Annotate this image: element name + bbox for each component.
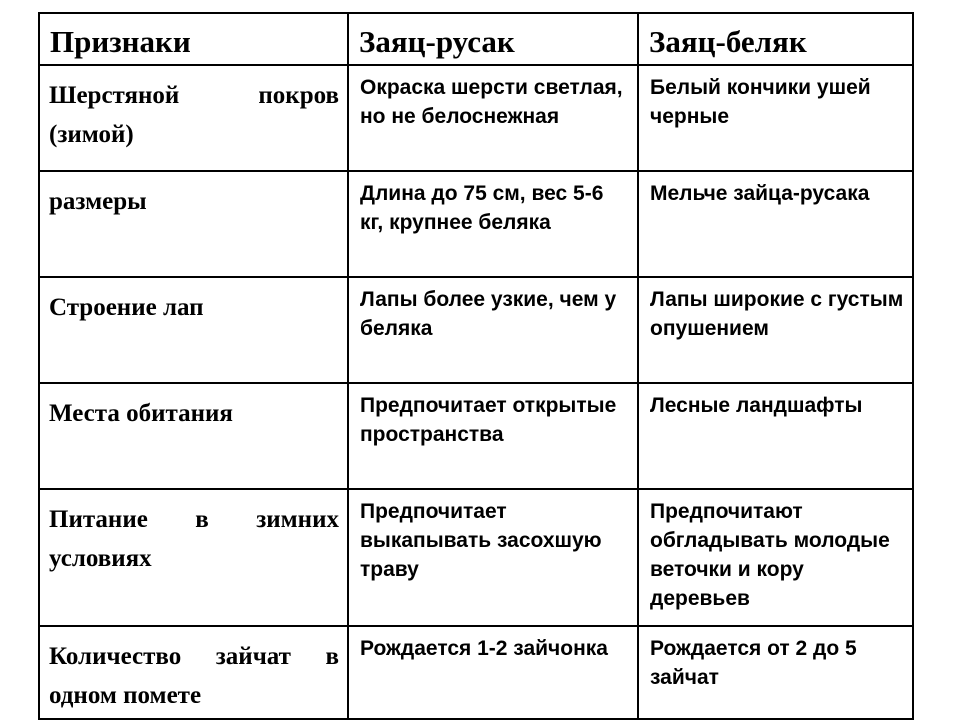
table-row — [39, 171, 913, 277]
header-row — [39, 13, 913, 65]
rusak-cell: Предпочитает открытые пространства — [348, 383, 638, 489]
belyak-cell: Предпочитают обгладывать молодые веточки и кору деревьев — [638, 489, 913, 626]
belyak-cell: Лесные ландшафты — [638, 383, 913, 489]
table-row — [39, 277, 913, 383]
feature-cell: Шерстяной покров (зимой) — [39, 65, 348, 171]
belyak-cell: Лапы широкие с густым опушением — [638, 277, 913, 383]
table-row — [39, 65, 913, 171]
header-belyak: Заяц-беляк — [638, 13, 913, 65]
header-rusak: Заяц-русак — [348, 13, 638, 65]
feature-cell: размеры — [39, 171, 348, 277]
rusak-cell: Лапы более узкие, чем у беляка — [348, 277, 638, 383]
header-features: Признаки — [39, 13, 348, 65]
belyak-cell: Белый кончики ушей черные — [638, 65, 913, 171]
table-row — [39, 489, 913, 626]
rusak-cell: Окраска шерсти светлая, но не белоснежная — [348, 65, 638, 171]
rusak-cell: Предпочитает выкапывать засохшую траву — [348, 489, 638, 626]
feature-cell: Питание в зимних условиях — [39, 489, 348, 626]
belyak-cell: Мельче зайца-русака — [638, 171, 913, 277]
rusak-cell: Длина до 75 см, вес 5-6 кг, крупнее беляка — [348, 171, 638, 277]
feature-cell: Места обитания — [39, 383, 348, 489]
feature-cell: Строение лап — [39, 277, 348, 383]
hare-comparison-table — [38, 12, 914, 720]
feature-cell: Количество зайчат в одном помете — [39, 626, 348, 719]
table-row — [39, 626, 913, 719]
rusak-cell: Рождается 1-2 зайчонка — [348, 626, 638, 719]
belyak-cell: Рождается от 2 до 5 зайчат — [638, 626, 913, 719]
table-row — [39, 383, 913, 489]
